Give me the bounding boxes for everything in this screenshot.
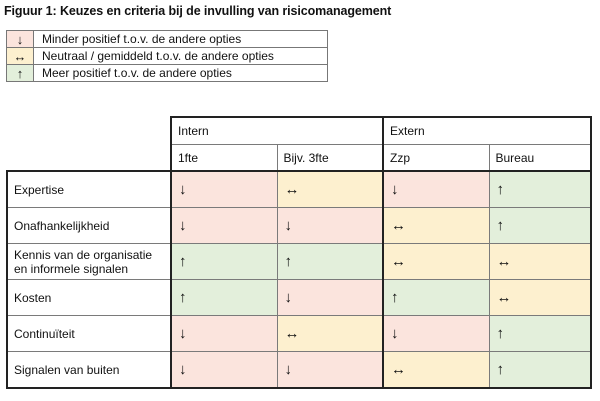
legend-arrow-both-icon: ↔ xyxy=(7,48,34,65)
rating-arrow-both-icon: ↔ xyxy=(277,316,383,352)
criterion-label: Kosten xyxy=(7,280,171,316)
legend-row xyxy=(7,31,328,48)
rating-arrow-up-icon: ↑ xyxy=(489,352,591,389)
rating-arrow-down-icon: ↓ xyxy=(171,208,277,244)
rating-arrow-down-icon: ↓ xyxy=(171,316,277,352)
table-row xyxy=(7,352,591,389)
rating-arrow-up-icon: ↑ xyxy=(489,171,591,208)
table-row xyxy=(7,316,591,352)
criterion-label: Kennis van de organisatie en informele signalen xyxy=(7,244,171,280)
column-header-row xyxy=(7,145,591,172)
figure-title: Figuur 1: Keuzes en criteria bij de invulling van risicomanagement xyxy=(4,4,392,18)
group-header-intern: Intern xyxy=(171,117,383,145)
empty-corner xyxy=(7,117,171,145)
rating-arrow-down-icon: ↓ xyxy=(383,316,489,352)
legend-arrow-down-icon: ↓ xyxy=(7,31,34,48)
group-header-extern: Extern xyxy=(383,117,591,145)
criteria-table xyxy=(6,116,592,389)
criterion-label: Continuïteit xyxy=(7,316,171,352)
rating-arrow-both-icon: ↔ xyxy=(489,280,591,316)
column-header: Zzp xyxy=(383,145,489,172)
criterion-label: Expertise xyxy=(7,171,171,208)
column-header: Bureau xyxy=(489,145,591,172)
rating-arrow-up-icon: ↑ xyxy=(383,280,489,316)
column-header: 1fte xyxy=(171,145,277,172)
rating-arrow-both-icon: ↔ xyxy=(383,244,489,280)
rating-arrow-both-icon: ↔ xyxy=(277,171,383,208)
legend-label: Neutraal / gemiddeld t.o.v. de andere opties xyxy=(34,48,328,65)
table-row xyxy=(7,244,591,280)
table-row xyxy=(7,208,591,244)
table-row xyxy=(7,280,591,316)
rating-arrow-up-icon: ↑ xyxy=(171,244,277,280)
legend-label: Minder positief t.o.v. de andere opties xyxy=(34,31,328,48)
rating-arrow-down-icon: ↓ xyxy=(277,208,383,244)
legend-arrow-up-icon: ↑ xyxy=(7,65,34,82)
rating-arrow-up-icon: ↑ xyxy=(489,316,591,352)
rating-arrow-down-icon: ↓ xyxy=(171,171,277,208)
legend-row xyxy=(7,48,328,65)
criterion-label: Signalen van buiten xyxy=(7,352,171,389)
legend-row xyxy=(7,65,328,82)
criterion-label: Onafhankelijkheid xyxy=(7,208,171,244)
rating-arrow-down-icon: ↓ xyxy=(171,352,277,389)
table-row xyxy=(7,171,591,208)
rating-arrow-up-icon: ↑ xyxy=(171,280,277,316)
rating-arrow-both-icon: ↔ xyxy=(383,208,489,244)
rating-arrow-up-icon: ↑ xyxy=(277,244,383,280)
rating-arrow-both-icon: ↔ xyxy=(383,352,489,389)
empty-corner xyxy=(7,145,171,172)
legend-table xyxy=(6,30,328,82)
rating-arrow-up-icon: ↑ xyxy=(489,208,591,244)
rating-arrow-down-icon: ↓ xyxy=(277,352,383,389)
legend-label: Meer positief t.o.v. de andere opties xyxy=(34,65,328,82)
column-header: Bijv. 3fte xyxy=(277,145,383,172)
rating-arrow-both-icon: ↔ xyxy=(489,244,591,280)
rating-arrow-down-icon: ↓ xyxy=(277,280,383,316)
rating-arrow-down-icon: ↓ xyxy=(383,171,489,208)
group-header-row xyxy=(7,117,591,145)
